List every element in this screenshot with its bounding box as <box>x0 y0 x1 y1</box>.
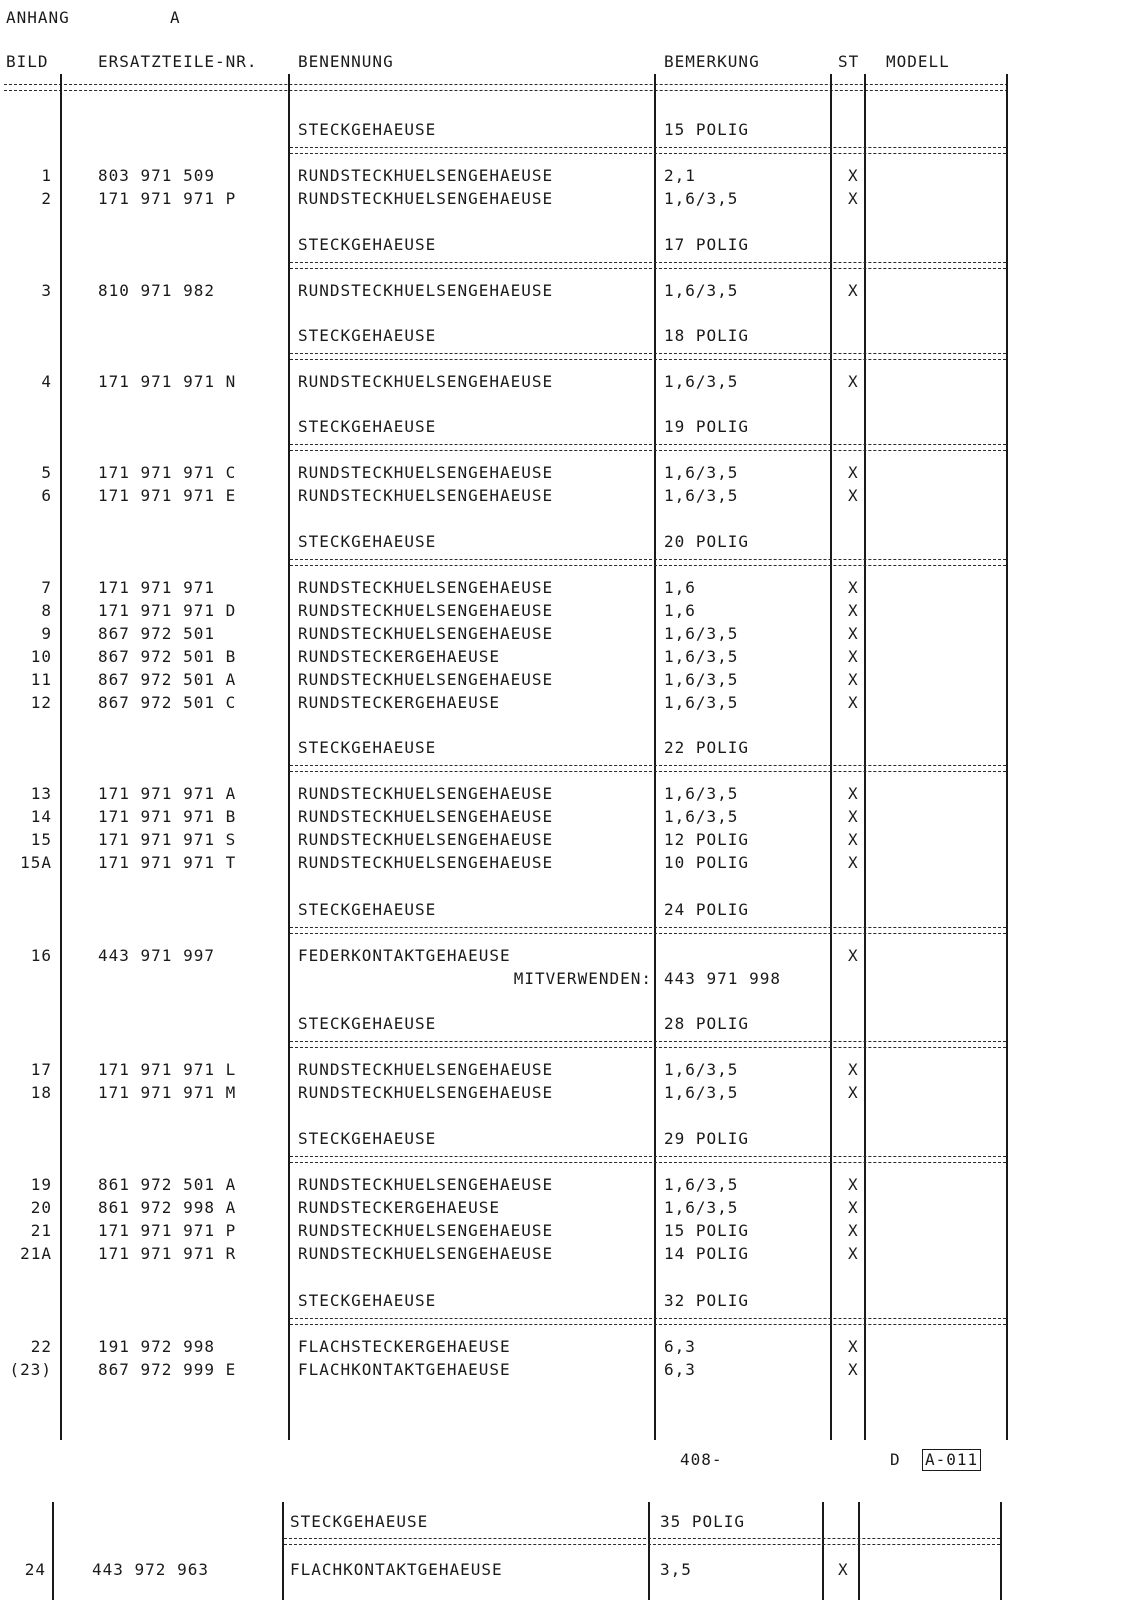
col-divider <box>1006 74 1008 1440</box>
row-st: X <box>848 486 859 505</box>
col-divider <box>822 1502 824 1600</box>
row-bemerkung: 12 POLIG <box>664 830 750 849</box>
row-st: X <box>848 166 859 185</box>
row-bild: 13 <box>30 784 52 803</box>
row-bemerkung: 1,6/3,5 <box>664 1175 739 1194</box>
row-part-number: 171 971 971 S <box>98 830 237 849</box>
group-polig: 22 POLIG <box>664 738 750 757</box>
row-benennung: RUNDSTECKHUELSENGEHAEUSE <box>298 189 554 208</box>
row-bemerkung: 1,6/3,5 <box>664 693 739 712</box>
row-bild: 4 <box>41 372 52 391</box>
col-benennung: BENENNUNG <box>298 52 394 71</box>
col-divider <box>282 1502 284 1600</box>
row-bemerkung: 10 POLIG <box>664 853 750 872</box>
row-st: X <box>848 693 859 712</box>
group-name: STECKGEHAEUSE <box>298 326 437 345</box>
row-bild: 22 <box>30 1337 52 1356</box>
group-name: STECKGEHAEUSE <box>298 1014 437 1033</box>
group-name: STECKGEHAEUSE <box>298 417 437 436</box>
row-bemerkung: 1,6/3,5 <box>664 486 739 505</box>
row-bemerkung: 1,6/3,5 <box>664 647 739 666</box>
group-rule <box>290 765 1006 772</box>
row-benennung: RUNDSTECKHUELSENGEHAEUSE <box>298 463 554 482</box>
col-divider <box>52 1502 54 1600</box>
group-polig: 32 POLIG <box>664 1291 750 1310</box>
row-bild: 15 <box>30 830 52 849</box>
row-part-number: 867 972 501 B <box>98 647 237 666</box>
row-bild: 21 <box>30 1221 52 1240</box>
row-bemerkung: 2,1 <box>664 166 696 185</box>
row-bild: 7 <box>41 578 52 597</box>
row-part-number: 443 971 997 <box>98 946 215 965</box>
row-part-number: 861 972 501 A <box>98 1175 237 1194</box>
next-st: X <box>838 1560 849 1579</box>
group-polig: 28 POLIG <box>664 1014 750 1033</box>
row-part-number: 867 972 501 <box>98 624 215 643</box>
row-bild: 9 <box>41 624 52 643</box>
row-bemerkung: 1,6/3,5 <box>664 372 739 391</box>
row-bild: 14 <box>30 807 52 826</box>
row-bild: 8 <box>41 601 52 620</box>
row-bemerkung: 1,6/3,5 <box>664 670 739 689</box>
header-rule <box>4 84 1008 91</box>
col-divider <box>858 1502 860 1600</box>
row-part-number: 171 971 971 N <box>98 372 237 391</box>
row-part-number: 171 971 971 P <box>98 1221 237 1240</box>
row-bemerkung: 1,6/3,5 <box>664 624 739 643</box>
col-divider <box>1000 1502 1002 1600</box>
col-divider <box>864 74 866 1440</box>
row-part-number: 171 971 971 B <box>98 807 237 826</box>
row-bemerkung: 1,6/3,5 <box>664 463 739 482</box>
row-benennung: RUNDSTECKHUELSENGEHAEUSE <box>298 1060 554 1079</box>
row-benennung: RUNDSTECKHUELSENGEHAEUSE <box>298 578 554 597</box>
row-benennung: RUNDSTECKHUELSENGEHAEUSE <box>298 807 554 826</box>
group-rule <box>290 147 1006 154</box>
col-bemerkung: BEMERKUNG <box>664 52 760 71</box>
row-st: X <box>848 189 859 208</box>
footer-code: A-011 <box>922 1449 981 1471</box>
row-bemerkung: 14 POLIG <box>664 1244 750 1263</box>
row-bild: 5 <box>41 463 52 482</box>
group-rule <box>290 927 1006 934</box>
row-st: X <box>848 647 859 666</box>
row-bemerkung: 1,6 <box>664 578 696 597</box>
row-part-number: 171 971 971 P <box>98 189 237 208</box>
row-bild: 1 <box>41 166 52 185</box>
col-ersatzteile: ERSATZTEILE-NR. <box>98 52 258 71</box>
row-bild: 3 <box>41 281 52 300</box>
row-bild: (23) <box>9 1360 52 1379</box>
row-part-number: 867 972 501 C <box>98 693 237 712</box>
group-rule <box>290 1041 1006 1048</box>
group-polig: 15 POLIG <box>664 120 750 139</box>
row-bemerkung: 1,6/3,5 <box>664 281 739 300</box>
row-benennung: FLACHSTECKERGEHAEUSE <box>298 1337 511 1356</box>
row-bemerkung: 1,6/3,5 <box>664 1198 739 1217</box>
row-bemerkung: 1,6/3,5 <box>664 807 739 826</box>
row-st: X <box>848 1175 859 1194</box>
row-benennung: RUNDSTECKHUELSENGEHAEUSE <box>298 670 554 689</box>
row-part-number: 171 971 971 T <box>98 853 237 872</box>
row-bemerkung: 1,6/3,5 <box>664 784 739 803</box>
row-part-number: 171 971 971 L <box>98 1060 237 1079</box>
row-st: X <box>848 946 859 965</box>
row-part-number: 810 971 982 <box>98 281 215 300</box>
row-part-number: 867 972 501 A <box>98 670 237 689</box>
row-st: X <box>848 624 859 643</box>
next-nr: 443 972 963 <box>92 1560 209 1579</box>
col-divider <box>288 74 290 1440</box>
next-ben: FLACHKONTAKTGEHAEUSE <box>290 1560 503 1579</box>
group-rule <box>290 1156 1006 1163</box>
row-st: X <box>848 1060 859 1079</box>
row-bild: 19 <box>30 1175 52 1194</box>
col-st: ST <box>838 52 860 71</box>
row-st: X <box>848 1244 859 1263</box>
col-divider <box>60 74 62 1440</box>
row-st: X <box>848 670 859 689</box>
row-bild: 2 <box>41 189 52 208</box>
row-bemerkung: 1,6/3,5 <box>664 1083 739 1102</box>
next-group-polig: 35 POLIG <box>660 1512 746 1531</box>
row-bild: 16 <box>30 946 52 965</box>
row-st: X <box>848 1083 859 1102</box>
group-name: STECKGEHAEUSE <box>298 1291 437 1310</box>
row-st: X <box>848 578 859 597</box>
next-bem: 3,5 <box>660 1560 692 1579</box>
row-st: X <box>848 853 859 872</box>
row-part-number: 171 971 971 <box>98 578 215 597</box>
row-benennung: FLACHKONTAKTGEHAEUSE <box>298 1360 511 1379</box>
group-polig: 20 POLIG <box>664 532 750 551</box>
note-value: 443 971 998 <box>664 969 781 988</box>
row-benennung: RUNDSTECKHUELSENGEHAEUSE <box>298 372 554 391</box>
row-benennung: RUNDSTECKERGEHAEUSE <box>298 647 501 666</box>
row-benennung: RUNDSTECKHUELSENGEHAEUSE <box>298 830 554 849</box>
row-benennung: RUNDSTECKHUELSENGEHAEUSE <box>298 1083 554 1102</box>
row-benennung: RUNDSTECKHUELSENGEHAEUSE <box>298 486 554 505</box>
row-part-number: 867 972 999 E <box>98 1360 237 1379</box>
row-bild: 20 <box>30 1198 52 1217</box>
row-benennung: RUNDSTECKHUELSENGEHAEUSE <box>298 1221 554 1240</box>
row-st: X <box>848 830 859 849</box>
row-benennung: RUNDSTECKHUELSENGEHAEUSE <box>298 1175 554 1194</box>
row-st: X <box>848 807 859 826</box>
anhang-label: ANHANG <box>6 8 70 27</box>
row-bild: 10 <box>30 647 52 666</box>
group-name: STECKGEHAEUSE <box>298 900 437 919</box>
row-part-number: 171 971 971 D <box>98 601 237 620</box>
row-bemerkung: 6,3 <box>664 1360 696 1379</box>
row-benennung: RUNDSTECKERGEHAEUSE <box>298 1198 501 1217</box>
row-st: X <box>848 784 859 803</box>
row-st: X <box>848 281 859 300</box>
row-bemerkung: 15 POLIG <box>664 1221 750 1240</box>
group-name: STECKGEHAEUSE <box>298 738 437 757</box>
footer-d: D <box>890 1450 901 1469</box>
row-bild: 12 <box>30 693 52 712</box>
group-name: STECKGEHAEUSE <box>298 532 437 551</box>
row-bemerkung: 1,6 <box>664 601 696 620</box>
row-part-number: 171 971 971 E <box>98 486 237 505</box>
row-benennung: RUNDSTECKERGEHAEUSE <box>298 693 501 712</box>
group-rule <box>290 444 1006 451</box>
row-part-number: 171 971 971 M <box>98 1083 237 1102</box>
page-number: 408- <box>680 1450 723 1469</box>
row-benennung: RUNDSTECKHUELSENGEHAEUSE <box>298 853 554 872</box>
row-bemerkung: 1,6/3,5 <box>664 189 739 208</box>
row-bemerkung: 1,6/3,5 <box>664 1060 739 1079</box>
group-name: STECKGEHAEUSE <box>298 120 437 139</box>
row-benennung: RUNDSTECKHUELSENGEHAEUSE <box>298 601 554 620</box>
row-bild: 21A <box>20 1244 52 1263</box>
row-st: X <box>848 1198 859 1217</box>
col-bild: BILD <box>6 52 49 71</box>
group-rule <box>284 1538 1000 1545</box>
row-benennung: FEDERKONTAKTGEHAEUSE <box>298 946 511 965</box>
row-bild: 17 <box>30 1060 52 1079</box>
note-label: MITVERWENDEN: <box>513 969 652 988</box>
row-part-number: 861 972 998 A <box>98 1198 237 1217</box>
group-rule <box>290 353 1006 360</box>
row-st: X <box>848 1221 859 1240</box>
row-benennung: RUNDSTECKHUELSENGEHAEUSE <box>298 166 554 185</box>
row-bild: 11 <box>30 670 52 689</box>
row-part-number: 803 971 509 <box>98 166 215 185</box>
row-benennung: RUNDSTECKHUELSENGEHAEUSE <box>298 1244 554 1263</box>
col-divider <box>830 74 832 1440</box>
row-bild: 6 <box>41 486 52 505</box>
group-polig: 24 POLIG <box>664 900 750 919</box>
row-part-number: 191 972 998 <box>98 1337 215 1356</box>
anhang-code: A <box>170 8 181 27</box>
group-polig: 19 POLIG <box>664 417 750 436</box>
row-bild: 15A <box>20 853 52 872</box>
col-modell: MODELL <box>886 52 950 71</box>
group-polig: 17 POLIG <box>664 235 750 254</box>
group-rule <box>290 262 1006 269</box>
row-part-number: 171 971 971 C <box>98 463 237 482</box>
row-st: X <box>848 372 859 391</box>
row-st: X <box>848 1360 859 1379</box>
row-bild: 18 <box>30 1083 52 1102</box>
col-divider <box>648 1502 650 1600</box>
group-name: STECKGEHAEUSE <box>298 235 437 254</box>
row-st: X <box>848 601 859 620</box>
group-polig: 29 POLIG <box>664 1129 750 1148</box>
row-part-number: 171 971 971 A <box>98 784 237 803</box>
col-divider <box>654 74 656 1440</box>
row-benennung: RUNDSTECKHUELSENGEHAEUSE <box>298 624 554 643</box>
row-bemerkung: 6,3 <box>664 1337 696 1356</box>
row-st: X <box>848 1337 859 1356</box>
group-rule <box>290 1318 1006 1325</box>
group-polig: 18 POLIG <box>664 326 750 345</box>
group-name: STECKGEHAEUSE <box>298 1129 437 1148</box>
row-st: X <box>848 463 859 482</box>
next-group-name: STECKGEHAEUSE <box>290 1512 429 1531</box>
row-benennung: RUNDSTECKHUELSENGEHAEUSE <box>298 784 554 803</box>
row-part-number: 171 971 971 R <box>98 1244 237 1263</box>
row-benennung: RUNDSTECKHUELSENGEHAEUSE <box>298 281 554 300</box>
group-rule <box>290 559 1006 566</box>
next-bild: 24 <box>24 1560 46 1579</box>
